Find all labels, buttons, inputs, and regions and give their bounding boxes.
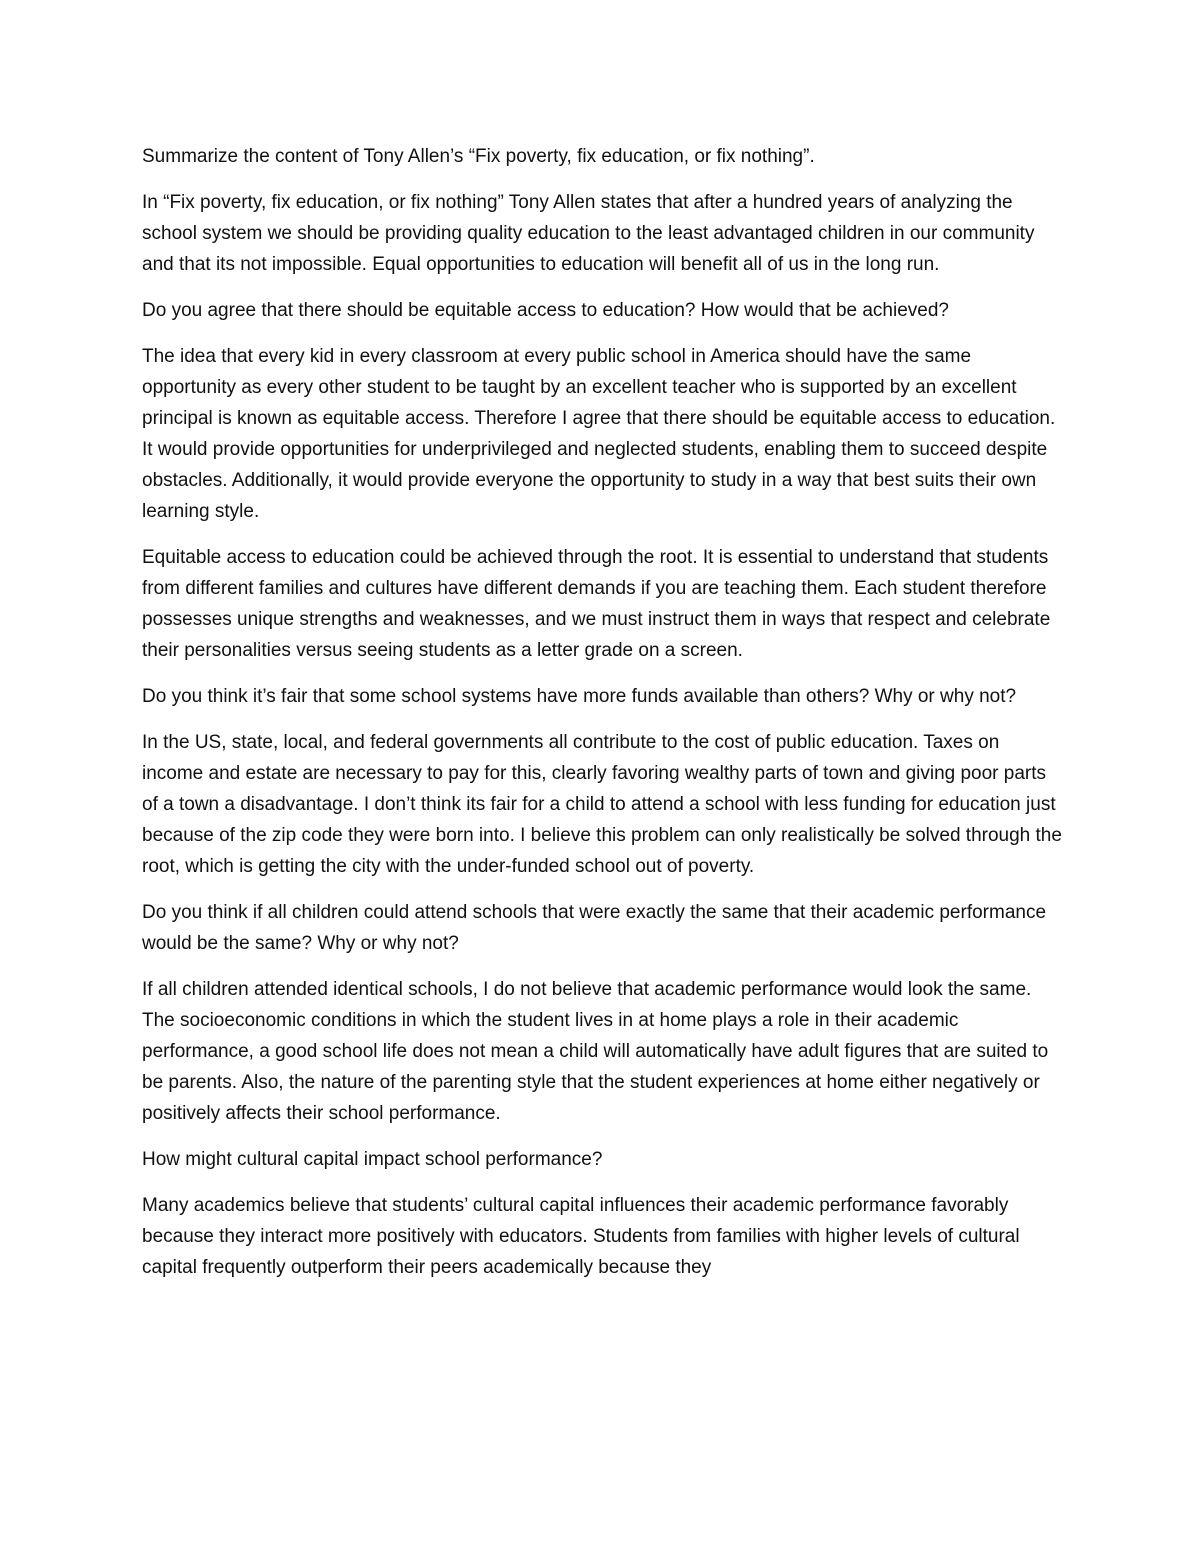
answer-achieving-access: Equitable access to education could be achieved through the root. It is essential to understand that students from different families and cultures have different demands if you are teaching them. Each student therefore possesses unique strengths and weaknesses, and we must instruct them in ways that respect and celebrate their personalities versus seeing students as a letter grade on a screen. — [142, 547, 1051, 661]
question-school-funds: Do you think it’s fair that some school systems have more funds available than others? Why or why not? — [142, 686, 1017, 707]
answer-identical-schools: If all children attended identical schools, I do not believe that academic performance would look the same. The socioeconomic conditions in which the student lives in at home plays a role in their academic performance, a good school life does not mean a child will automatically have adult figures that are suited to be parents. Also, the nature of the parenting style that the student experiences at home either negatively or positively affects their school performance. — [142, 979, 1049, 1124]
answer-equitable-access: The idea that every kid in every classroom at every public school in America should have the same opportunity as every other student to be taught by an excellent teacher who is supported by an excellent principal is known as equitable access. Therefore I agree that there should be equitable access to education. It would provide opportunities for underprivileged and neglected students, enabling them to succeed despite obstacles. Additionally, it would provide everyone the opportunity to study in a way that best suits their own learning style. — [142, 346, 1056, 522]
answer-school-funds: In the US, state, local, and federal governments all contribute to the cost of public education. Taxes on income and estate are necessary to pay for this, clearly favoring wealthy parts of town and giving poor parts of a town a disadvantage. I don’t think its fair for a child to attend a school with less funding for education just because of the zip code they were born into. I believe this problem can only realistically be solved through the root, which is getting the city with the under-funded school out of poverty. — [142, 732, 1062, 877]
document-body — [142, 141, 1062, 1298]
answer-summary: In “Fix poverty, fix education, or fix nothing” Tony Allen states that after a hundred years of analyzing the school system we should be providing quality education to the least advantaged children in our community and that its not impossible. Equal opportunities to education will benefit all of us in the long run. — [142, 192, 1035, 275]
question-summarize: Summarize the content of Tony Allen’s “Fix poverty, fix education, or fix nothing”. — [142, 146, 815, 167]
answer-cultural-capital: Many academics believe that students’ cultural capital influences their academic performance favorably because they interact more positively with educators. Students from families with higher levels of cultural capital frequently outperform their peers academically because they — [142, 1195, 1020, 1278]
question-cultural-capital: How might cultural capital impact school performance? — [142, 1149, 603, 1170]
question-equitable-access: Do you agree that there should be equitable access to education? How would that be achieved? — [142, 300, 949, 321]
question-identical-schools: Do you think if all children could attend schools that were exactly the same that their academic performance would be the same? Why or why not? — [142, 902, 1047, 954]
